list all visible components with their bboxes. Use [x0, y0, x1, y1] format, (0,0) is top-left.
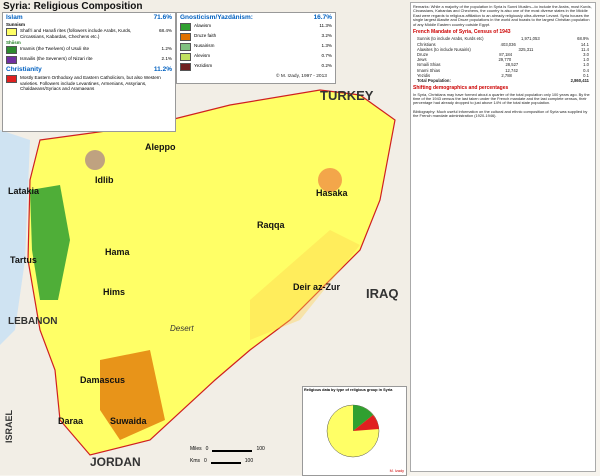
census-pct: 1.0	[583, 57, 589, 63]
legend-label: Ismailis (the Seveners) of Nizari rite	[20, 56, 93, 61]
legend-row	[3, 55, 175, 65]
gnosticism-label: Gnosticism/Yazdânism:	[180, 14, 253, 21]
city-tartus: Tartus	[10, 255, 37, 265]
country-turkey: TURKEY	[320, 88, 374, 103]
census-pct: 11.4	[581, 46, 589, 52]
census-group: Jews	[417, 57, 427, 63]
census-num: 28,527	[505, 62, 519, 68]
legend-label: Shafi'i and Hanafi rites (followers include Arabs, Kurds, Circassians, Kabardas, Chechens etc.)	[20, 28, 132, 39]
legend-row	[177, 62, 335, 72]
scale-kms	[190, 458, 265, 464]
legend-label: Alawism	[194, 23, 212, 28]
legend-row	[3, 45, 175, 55]
census-num: 325,311	[518, 46, 534, 52]
census-title: French Mandate of Syria, Census of 1943	[413, 29, 511, 36]
city-hasaka: Hasaka	[316, 188, 348, 198]
map-title: Syria: Religious Composition	[3, 1, 143, 12]
census-num: 1,971,053	[521, 36, 540, 42]
country-israel: ISRAEL	[4, 410, 14, 444]
country-iraq: IRAQ	[366, 286, 399, 301]
legend-swatch	[6, 75, 17, 83]
shiism-label: Shiism	[6, 40, 21, 45]
legend-christianity-header	[3, 65, 175, 74]
legend-row	[177, 42, 335, 52]
scale-zero-km: 0	[204, 458, 207, 464]
legend-label: Alevism	[194, 53, 211, 58]
census-pct: 1.0	[583, 62, 589, 68]
census-pct: 0.1	[583, 72, 589, 78]
legend-label: Mostly Eastern Orthodoxy and Eastern Catholicism, but also Western varieties. Followers include Levantines, Armenians, Assyrians, Chaldaeans/Syriacs and Aramaeans	[20, 75, 161, 91]
legend-swatch	[6, 56, 17, 64]
legend-pct: 0.2%	[321, 63, 332, 68]
city-deir-az-zur: Deir az-Zur	[293, 282, 341, 292]
census-num: 29,770	[498, 57, 512, 63]
shifting-title: Shifting demographics and percentages	[413, 85, 509, 92]
legend-gnosticism-header	[177, 13, 335, 22]
legend-label: Imamis (the Twelvers) of Usuli rite	[20, 46, 90, 51]
census-group: Alawites (to include Nusairis)	[417, 46, 471, 52]
city-idlib: Idlib	[95, 175, 114, 185]
legend-swatch	[180, 53, 191, 61]
census-pct: 14.1	[580, 41, 589, 47]
copyright: © M. Izady, 1997 - 2013	[276, 74, 327, 79]
scale-miles-label: Miles	[190, 446, 202, 452]
census-group: Imami Shias	[417, 67, 441, 73]
legend-label: Nusairism	[194, 43, 215, 48]
notes-panel	[410, 2, 596, 472]
legend-pct: 1.2%	[161, 46, 172, 51]
country-lebanon: LEBANON	[8, 316, 58, 327]
legend-pct: 3.2%	[321, 33, 332, 38]
pie-svg	[323, 401, 383, 461]
legend-pct: 0.7%	[321, 53, 332, 58]
legend-swatch	[180, 43, 191, 51]
census-num: 87,184	[499, 52, 513, 58]
scale-line-kms	[211, 458, 241, 464]
legend-swatch	[180, 33, 191, 41]
legend-row	[3, 27, 175, 40]
legend-pct: 11.3%	[319, 23, 332, 28]
scale-kms-label: Kms	[190, 458, 200, 464]
legend-label: Yezidism	[194, 63, 213, 68]
legend-left	[2, 12, 176, 132]
scale-miles	[190, 446, 265, 452]
pie-title: Religious data by type of religious group in Syria	[304, 388, 393, 392]
census-group: Yezidis	[417, 72, 431, 78]
scale-hundred-km: 100	[244, 458, 254, 464]
christianity-label: Christianity	[6, 66, 42, 73]
ismaili-area	[85, 150, 105, 170]
legend-islam-header	[3, 13, 175, 22]
city-hama: Hama	[105, 247, 130, 257]
scale-zero: 0	[205, 446, 209, 452]
islam-pct: 71.6%	[153, 14, 172, 21]
city-damascus: Damascus	[80, 375, 126, 385]
legend-pct: 2.1%	[161, 56, 172, 61]
city-raqqa: Raqqa	[257, 220, 285, 230]
legend-pct: 68.4%	[158, 28, 172, 33]
city-daraa: Daraa	[58, 416, 84, 426]
pie-credit: M. Izady	[389, 469, 404, 473]
pie-chart-box	[302, 386, 407, 476]
city-aleppo: Aleppo	[145, 142, 176, 152]
city-latakia: Latakia	[8, 186, 40, 196]
legend-row	[177, 32, 335, 42]
legend-swatch	[6, 28, 17, 36]
legend-row	[3, 74, 175, 93]
legend-label: Druze faith	[194, 33, 217, 38]
city-suwaida: Suwaida	[110, 416, 147, 426]
legend-row	[177, 52, 335, 62]
census-total-value: 2,860,411	[570, 78, 589, 84]
islam-label: Islam	[6, 14, 23, 21]
census-num: 12,742	[505, 67, 519, 73]
census-total	[413, 78, 593, 83]
census-pct: 3.0	[583, 52, 589, 58]
census-group: Druze	[417, 52, 429, 58]
census-total-label: Total Population:	[417, 78, 451, 84]
legend-swatch	[6, 46, 17, 54]
census-num: 2,788	[501, 72, 512, 78]
census-pct: 0.4	[583, 67, 589, 73]
census-num: 403,036	[500, 41, 516, 47]
scale-bar	[190, 446, 265, 464]
sunnism-label: Sunnism	[6, 22, 26, 27]
city-hims: Hims	[103, 287, 126, 297]
scale-hundred: 100	[256, 446, 265, 452]
census-pct: 68.9%	[577, 36, 589, 42]
country-jordan: JORDAN	[90, 455, 141, 469]
bibliography: Bibliography: Much useful information on the cultural and ethnic composition of Syria was supplied by the French mandate administration (1920-1946).	[413, 108, 588, 119]
census-group: Christians	[417, 41, 436, 47]
christianity-pct: 11.2%	[153, 66, 172, 73]
legend-swatch	[180, 23, 191, 31]
notes-remarks: Remarks: While a majority of the population in Syria is Sunni Muslim—to include the Arabs, most Kurds, Circassians, Kabardas and Chechens, the country is also one of the most diverse states in the Middle East were regards to religious affiliation to an already religiously ultra-diverse Levant. Syria houses the single largest Alawite and Druze populations in the world and boasts to the largest Christian population of any Middle Eastern country outside Egypt.	[413, 4, 592, 27]
gnosticism-pct: 16.7%	[313, 14, 332, 21]
legend-swatch	[180, 63, 191, 71]
legend-row	[177, 22, 335, 32]
shifting-text: In Syria, Christians may have formed about a quarter of the total population only 100 years ago. By the time of the 1943 census the last taken under the French mandate and the last complete census, their percentage had already dropped to just above 14% of the total state population.	[413, 91, 590, 106]
scale-line-miles	[212, 446, 252, 452]
desert-label: Desert	[170, 324, 194, 333]
census-group: Sunnis (to include Arabs, Kurds etc)	[417, 36, 484, 42]
legend-pct: 1.3%	[321, 43, 332, 48]
census-group: Ismaili Shias	[417, 62, 441, 68]
